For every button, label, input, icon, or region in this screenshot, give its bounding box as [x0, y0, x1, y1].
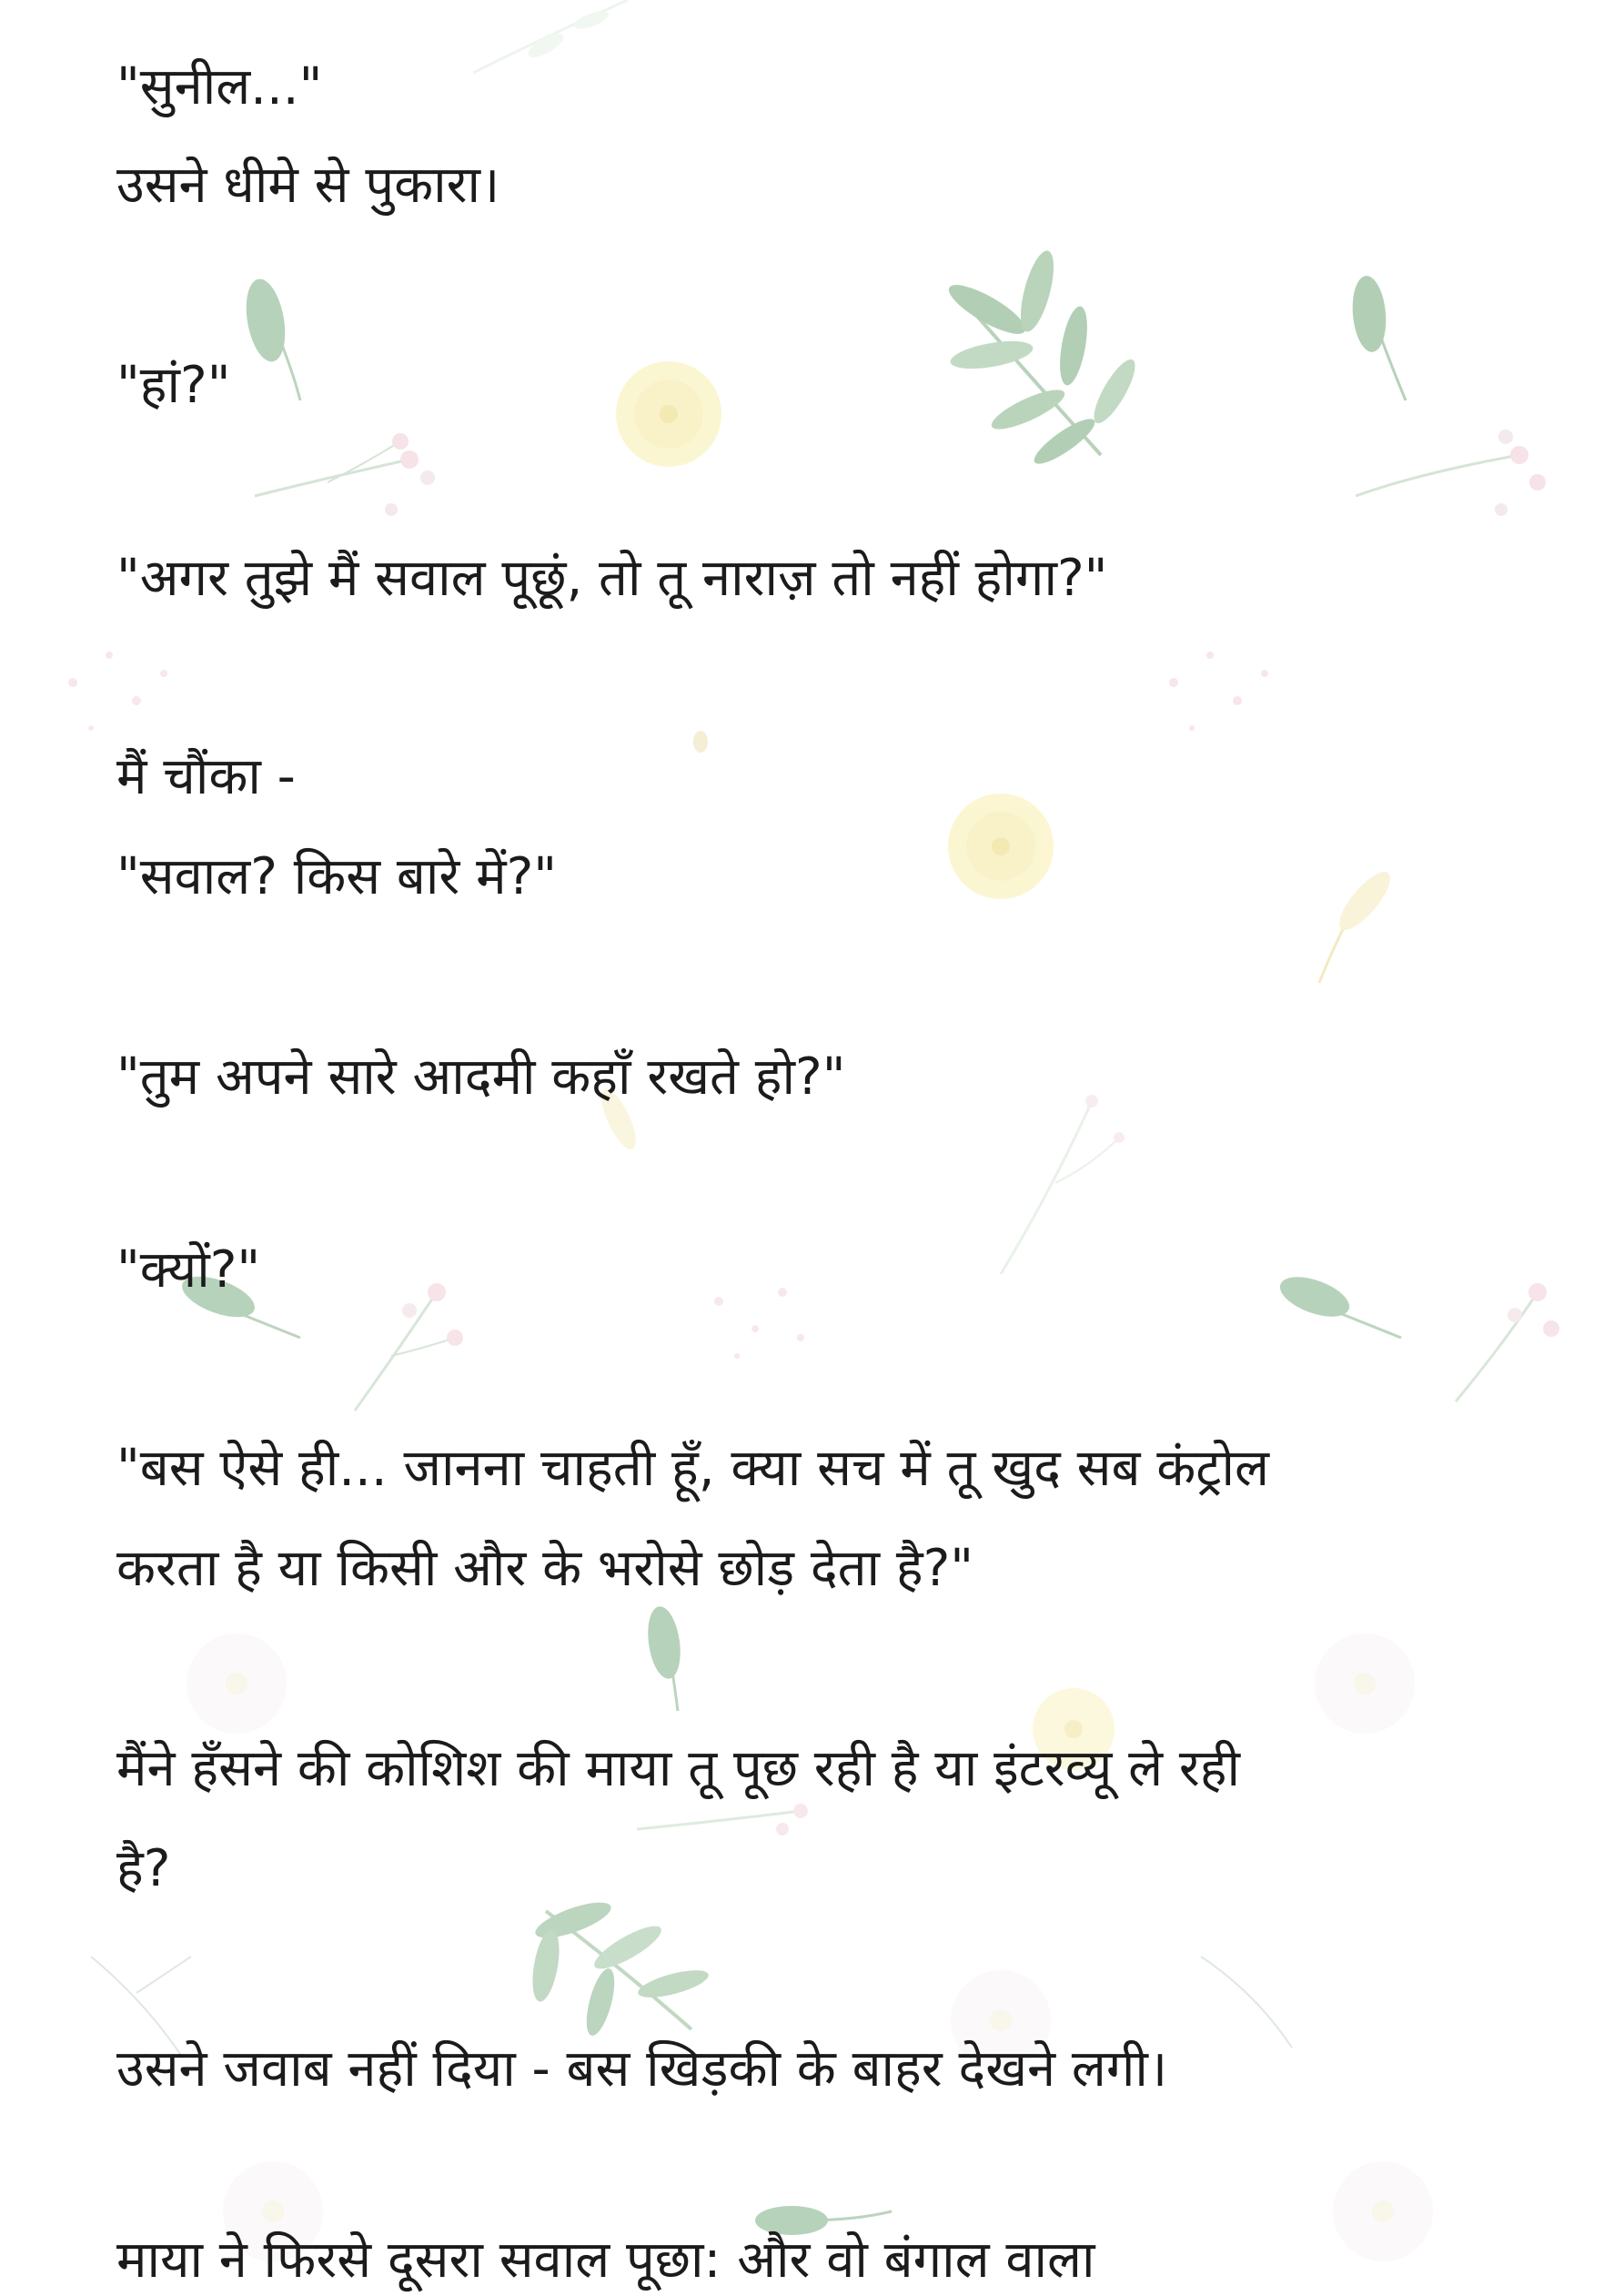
dialogue-line: करता है या किसी और के भरोसे छोड़ देता है?": [116, 1539, 974, 1598]
narration-line: उसने जवाब नहीं दिया - बस खिड़की के बाहर देखने लगी।: [116, 2039, 1168, 2099]
narration-line: मैं चौंका -: [116, 747, 296, 806]
dialogue-line: "सवाल? किस बारे में?": [116, 847, 558, 906]
dialogue-line: "तुम अपने सारे आदमी कहाँ रखते हो?": [116, 1047, 846, 1107]
dialogue-line: "सुनील...": [116, 57, 323, 116]
narration-line: उसने धीमे से पुकारा।: [116, 156, 500, 215]
narration-line: मैंने हँसने की कोशिश की माया तू पूछ रही है या इंटरव्यू ले रही: [116, 1739, 1241, 1798]
dialogue-line: "क्यों?": [116, 1240, 261, 1300]
dialogue-line: "अगर तुझे मैं सवाल पूछूं, तो तू नाराज़ तो नहीं होगा?": [116, 549, 1108, 608]
dialogue-line: "बस ऐसे ही... जानना चाहती हूँ, क्या सच में तू खुद सब कंट्रोल: [116, 1439, 1269, 1498]
dialogue-line: "हां?": [116, 356, 231, 415]
narration-line: है?: [116, 1839, 171, 1898]
narration-line: माया ने फिरसे दूसरा सवाल पूछा: और वो बंगाल वाला: [116, 2230, 1095, 2290]
